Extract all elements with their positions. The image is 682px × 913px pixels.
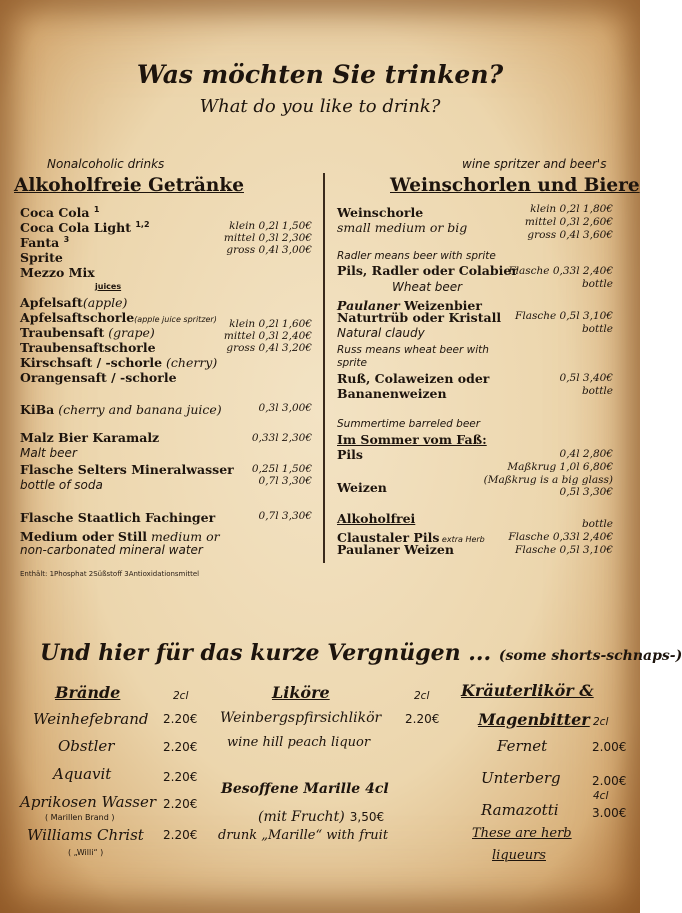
weizen-item: Weizen (337, 480, 387, 495)
juice-item: Orangensaft / -schorle (20, 370, 177, 385)
price: 0,25l 1,50€ (251, 463, 312, 475)
marille-line2: (mit Frucht) 3,50€ (258, 809, 385, 825)
krauter-note: These are herb (472, 826, 572, 841)
price: Flasche 0,5l 3,10€ (515, 544, 613, 556)
price: 2.20€ (163, 828, 198, 842)
footnote: Enthält: 1Phosphat 2Süßstoff 3Antioxidationsmittel (20, 570, 200, 578)
paulaner-en: Natural claudy (337, 326, 425, 340)
fachinger-line2: Medium oder Still medium or (20, 529, 220, 544)
unit: bottle (581, 278, 613, 290)
unit: 2cl (173, 690, 189, 702)
price: Maßkrug 1,0l 6,80€ (507, 461, 613, 473)
brand-sub: ( Marillen Brand ) (45, 813, 115, 822)
selters-item: Flasche Selters Mineralwasser (20, 462, 234, 477)
price: mittel 0,3l 2,40€ (223, 330, 312, 342)
price: 0,33l 2,30€ (251, 432, 312, 444)
price: 0,5l 3,40€ (559, 372, 613, 384)
wheat-label: Wheat beer (392, 280, 463, 294)
clausthaler-item: Claustaler Pils extra Herb (337, 530, 485, 545)
price-note: (Maßkrug is a big glass) (483, 474, 613, 486)
menu-title: Was möchten Sie trinken? (136, 60, 504, 89)
column-divider (323, 173, 325, 563)
unit: 2cl (593, 716, 609, 728)
drink-item: Mezzo Mix (20, 265, 95, 280)
marille-en: drunk „Marille“ with fruit (218, 828, 389, 843)
right-subtitle: wine spritzer and beer's (462, 157, 607, 171)
unit: bottle (581, 323, 613, 335)
radler-note: Radler means beer with sprite (337, 250, 496, 262)
price: 0,4l 2,80€ (559, 448, 613, 460)
brand-item: Weinhefebrand (33, 710, 149, 728)
malz-en: Malt beer (20, 446, 77, 460)
price: gross 0,4l 3,20€ (226, 342, 312, 354)
left-heading: Alkoholfreie Getränke (14, 175, 244, 196)
pils-radler-item: Pils, Radler oder Colabier (337, 263, 518, 278)
krauter-item: Ramazotti (481, 801, 559, 819)
brand-item: Obstler (58, 737, 115, 755)
russ-note: Russ means wheat beer with (337, 344, 489, 356)
price: Flasche 0,33l 2,40€ (508, 265, 613, 277)
likore-heading: Liköre (272, 683, 330, 702)
alkoholfrei-heading: Alkoholfrei (337, 511, 416, 526)
russ-item: Ruß, Colaweizen oder (337, 371, 490, 386)
unit: 4cl (593, 790, 609, 802)
brand-item: Williams Christ (27, 826, 144, 844)
price: 0,7l 3,30€ (258, 510, 312, 522)
price: 3.00€ (592, 806, 627, 820)
price: 0,3l 3,00€ (258, 402, 312, 414)
price: mittel 0,3l 2,60€ (524, 216, 613, 228)
juices-label: juices (95, 282, 122, 291)
krauter-item: Fernet (497, 737, 548, 755)
krauter-heading: Kräuterlikör & (461, 681, 594, 700)
unit: bottle (581, 385, 613, 397)
drink-item: Sprite (20, 250, 63, 265)
selters-en: bottle of soda (20, 478, 103, 492)
unit: bottle (581, 518, 613, 530)
price: 2.20€ (163, 712, 198, 726)
kiba-item: KiBa (cherry and banana juice) (20, 402, 222, 417)
left-subtitle: Nonalcoholic drinks (47, 157, 165, 171)
juice-item: Apfelsaftschorle(apple juice spritzer) (20, 310, 217, 325)
summer-note: Summertime barreled beer (337, 418, 481, 430)
drink-item: Coca Cola $^1$ (20, 205, 100, 221)
pils-item: Pils (337, 447, 363, 462)
juice-item: Kirschsaft / -schorle (cherry) (20, 355, 218, 370)
marille-title: Besoffene Marille 4cl (221, 781, 389, 797)
brande-heading: Brände (55, 683, 121, 702)
krauter-note-2: liqueurs (492, 848, 546, 863)
juice-item: Traubensaft (grape) (20, 325, 155, 340)
price: 2.20€ (163, 797, 198, 811)
price: gross 0,4l 3,60€ (527, 229, 613, 241)
weinschorle-en: small medium or big (337, 220, 468, 235)
price: klein 0,2l 1,50€ (229, 220, 312, 232)
drink-item: Coca Cola Light $^{1,2}$ (20, 220, 150, 236)
fachinger-en: non-carbonated mineral water (20, 543, 203, 557)
brand-item: Aprikosen Wasser (20, 793, 157, 811)
price: 0,7l 3,30€ (258, 475, 312, 487)
likor-en: wine hill peach liquor (227, 735, 371, 750)
malz-item: Malz Bier Karamalz (20, 430, 160, 445)
drink-item: Fanta $^3$ (20, 235, 70, 251)
price: 2.00€ (592, 774, 627, 788)
juice-item: Apfelsaft(apple) (20, 295, 128, 310)
shorts-title: Und hier für das kurze Vergnügen ... (some shorts-schnaps-) (40, 640, 682, 666)
right-heading: Weinschorlen und Biere (390, 175, 640, 196)
fachinger-item: Flasche Staatlich Fachinger (20, 510, 216, 525)
brand-sub: ( „Willi“ ) (68, 848, 104, 857)
menu-subtitle: What do you like to drink? (199, 96, 441, 117)
price: gross 0,4l 3,00€ (226, 244, 312, 256)
price: 2.20€ (163, 770, 198, 784)
unit: 2cl (414, 690, 430, 702)
weinschorle-item: Weinschorle (337, 205, 424, 220)
russ-line2: Bananenweizen (337, 386, 447, 401)
russ-note-2: sprite (337, 357, 367, 369)
juice-item: Traubensaftschorle (20, 340, 156, 355)
likor-item: Weinbergspfirsichlikör (220, 710, 382, 726)
price: Flasche 0,5l 3,10€ (515, 310, 613, 322)
krauter-item: Unterberg (481, 769, 561, 787)
magenbitter-heading: Magenbitter (478, 710, 590, 729)
price: klein 0,2l 1,80€ (530, 203, 613, 215)
price: 2.20€ (405, 712, 440, 726)
paulaner-weizen-item: Paulaner Weizen (337, 542, 454, 557)
price: 2.20€ (163, 740, 198, 754)
summer-heading: Im Sommer vom Faß: (337, 432, 487, 447)
price: mittel 0,3l 2,30€ (223, 232, 312, 244)
price: klein 0,2l 1,60€ (229, 318, 312, 330)
paulaner-line2: Naturtrüb oder Kristall (337, 310, 502, 325)
price: 0,5l 3,30€ (559, 486, 613, 498)
paulaner-item: Paulaner Weizenbier (337, 298, 482, 313)
price: Flasche 0,33l 2,40€ (508, 531, 613, 543)
price: 2.00€ (592, 740, 627, 754)
brand-item: Aquavit (53, 765, 112, 783)
